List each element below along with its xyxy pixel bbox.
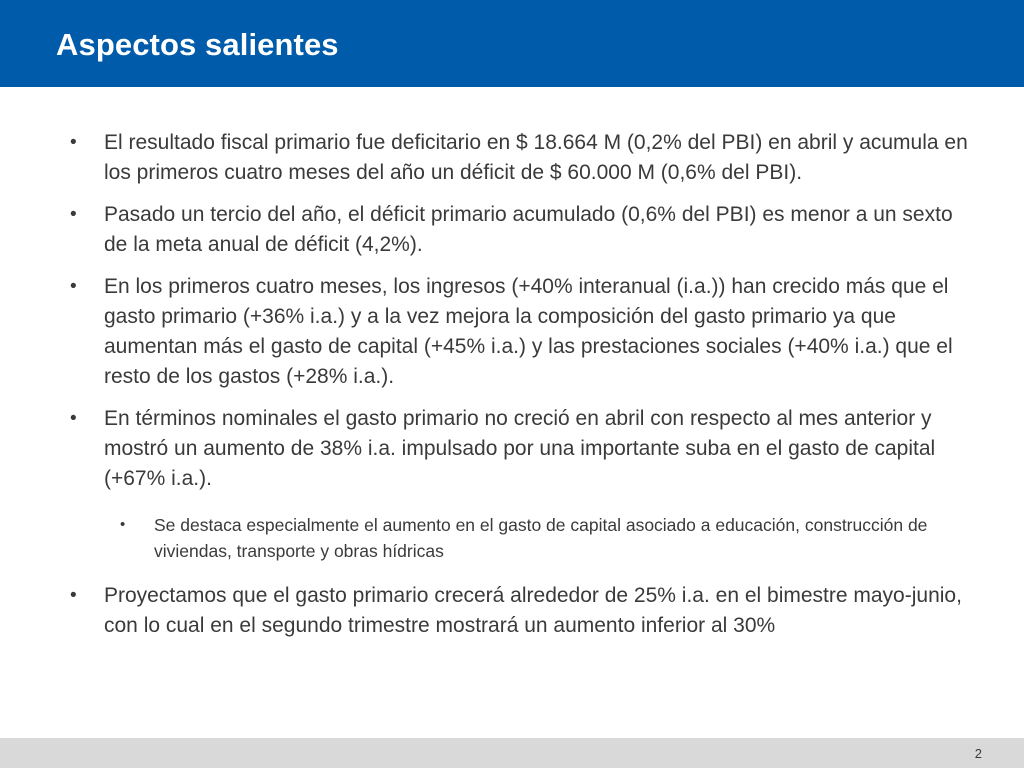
bullet-item: [70, 272, 970, 392]
bullet-marker: •: [70, 276, 77, 297]
slide-title: Aspectos salientes: [56, 27, 339, 62]
bullet-marker: •: [70, 132, 77, 153]
bullet-item: [70, 128, 970, 188]
bullet-marker: •: [70, 408, 77, 429]
sub-bullet-marker: •: [120, 516, 126, 533]
bullet-item: [70, 581, 970, 641]
sub-bullet-text: Se destaca especialmente el aumento en el gasto de capital asociado a educación, construcción de viviendas, transporte y obras hídricas: [154, 515, 928, 561]
bullet-item: [70, 404, 970, 494]
bullet-item: [70, 200, 970, 260]
bullet-marker: •: [70, 204, 77, 225]
bullet-text: Pasado un tercio del año, el déficit primario acumulado (0,6% del PBI) es menor a un sexto de la meta anual de déficit (4,2%).: [104, 203, 953, 256]
bullet-text: En los primeros cuatro meses, los ingresos (+40% interanual (i.a.)) han crecido más que el gasto primario (+36% i.a.) y a la vez mejora la composición del gasto primario ya que aumentan más el gasto de capital (+45% i.a.) y las prestaciones sociales (+40% i.a.) que el resto de los gastos (+28% i.a.).: [104, 275, 953, 388]
sub-bullet-item: [70, 512, 970, 564]
footer-bar: [0, 738, 1024, 768]
bullet-list: [70, 128, 970, 653]
bullet-marker: •: [70, 585, 77, 606]
header-bar: [0, 0, 1024, 87]
bullet-text: Proyectamos que el gasto primario crecerá alrededor de 25% i.a. en el bimestre mayo-junio, con lo cual en el segundo trimestre mostrará un aumento inferior al 30%: [104, 584, 962, 637]
bullet-text: El resultado fiscal primario fue deficitario en $ 18.664 M (0,2% del PBI) en abril y acumula en los primeros cuatro meses del año un déficit de $ 60.000 M (0,6% del PBI).: [104, 131, 968, 184]
page-number: 2: [974, 746, 982, 761]
bullet-text: En términos nominales el gasto primario no creció en abril con respecto al mes anterior y mostró un aumento de 38% i.a. impulsado por una importante suba en el gasto de capital (+67% i.a.).: [104, 407, 936, 490]
